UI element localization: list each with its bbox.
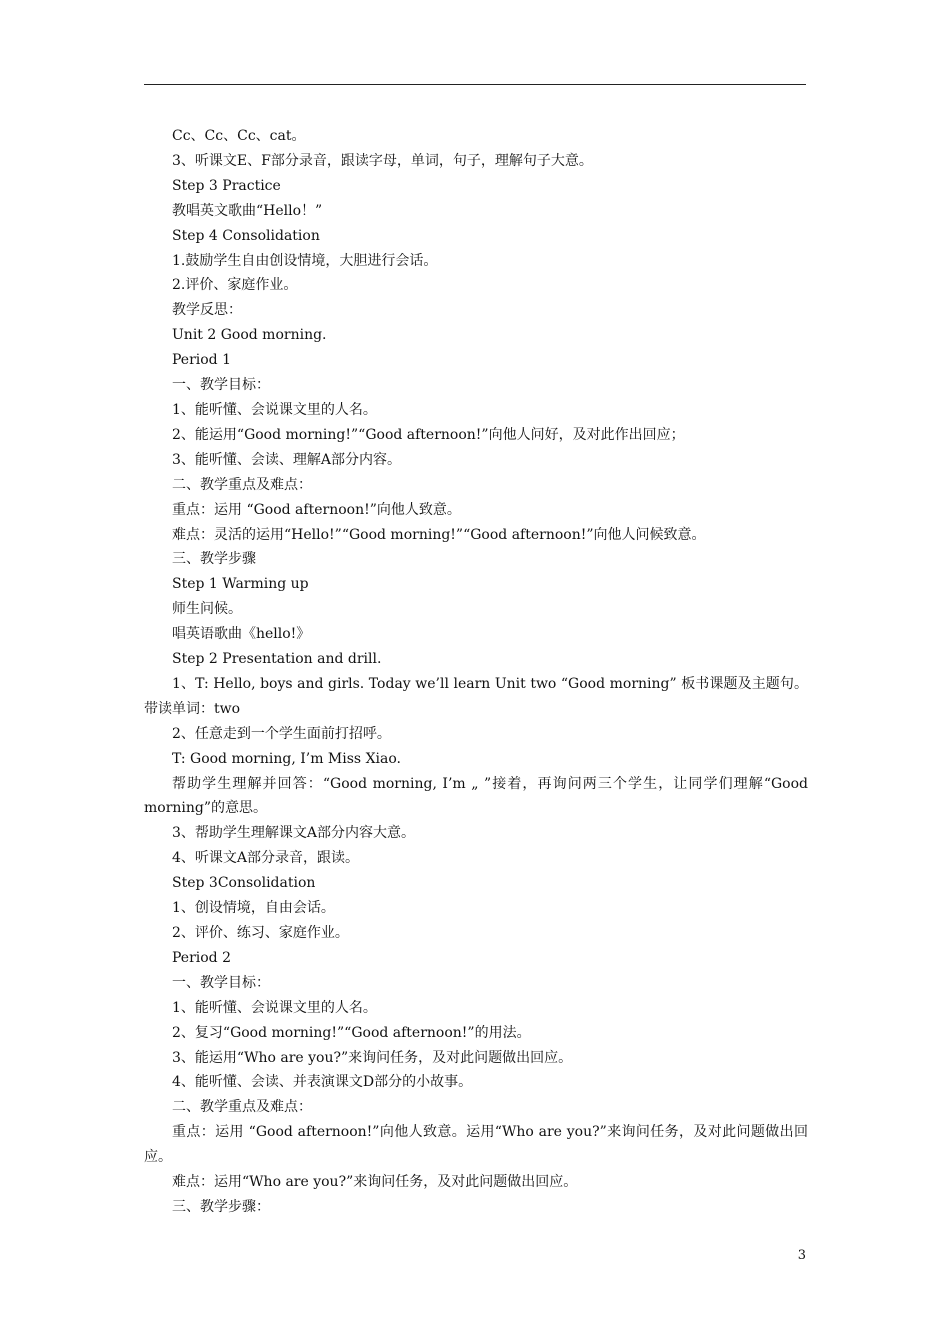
section-heading: 一、教学目标： [172, 974, 270, 991]
section-heading: 三、教学步骤： [172, 1198, 270, 1215]
text-line: 2、能运用“Good morning!”“Good afternoon!”向他人问好，及对此作出回应； [172, 426, 685, 443]
unit-title: Unit 2 Good morning. [172, 327, 327, 344]
text-line: 2、评价、练习、家庭作业。 [172, 925, 349, 941]
section-heading: Step 4 Consolidation [172, 227, 320, 244]
step-heading: Step 1 Warming up [172, 576, 309, 593]
text-line: 2、任意走到一个学生面前打招呼。 [172, 725, 391, 742]
text-line: 重点：运用 “Good afternoon!”向他人致意。 [172, 501, 461, 518]
section-heading: 三、教学步骤 [172, 551, 256, 568]
text-line: 教唱英文歌曲“Hello！” [172, 202, 323, 219]
text-line: 4、能听懂、会读、并表演课文D部分的小故事。 [172, 1074, 473, 1091]
text-line: T: Good morning, I’m Miss Xiao. [172, 750, 401, 767]
text-line: 难点：灵活的运用“Hello!”“Good morning!”“Good afternoon!”向他人问候致意。 [172, 526, 706, 543]
text-line: 1、能听懂、会说课文里的人名。 [172, 401, 377, 418]
step-heading: Step 3Consolidation [172, 875, 316, 892]
section-heading: Step 3 Practice [172, 177, 281, 194]
text-line: 1、能听懂、会说课文里的人名。 [172, 999, 377, 1016]
text-line: 难点：运用“Who are you?”来询问任务，及对此问题做出回应。 [172, 1174, 578, 1191]
text-line: 3、帮助学生理解课文A部分内容大意。 [172, 825, 416, 842]
text-line: 2.评价、家庭作业。 [172, 277, 298, 294]
text-line: 1、创设情境，自由会话。 [172, 900, 335, 917]
text-paragraph: 重点：运用 “Good afternoon!”向他人致意。运用“Who are you?”来询问任务，及对此问题做出回应。 [144, 1124, 808, 1166]
header-rule [144, 84, 806, 85]
period-heading: Period 1 [172, 352, 231, 369]
text-line: 4、听课文A部分录音，跟读。 [172, 850, 360, 867]
text-paragraph: 帮助学生理解并回答：“Good morning, I’m „ ”接着，再询问两三个学生，让同学们理解“Good morning”的意思。 [144, 775, 808, 817]
text-line: 3、能听懂、会读、理解A部分内容。 [172, 451, 402, 468]
document-body [144, 124, 808, 1220]
step-heading: Step 2 Presentation and drill. [172, 651, 382, 668]
text-line: 师生问候。 [172, 601, 242, 618]
section-heading: 一、教学目标： [172, 377, 270, 394]
text-line: 1.鼓励学生自由创设情境，大胆进行会话。 [172, 252, 438, 269]
text-line: 3、听课文E、F部分录音，跟读字母，单词，句子，理解句子大意。 [172, 152, 593, 169]
text-paragraph: 1、T: Hello, boys and girls. Today we’ll learn Unit two “Good morning” 板书课题及主题句。带读单词：two [144, 675, 808, 717]
section-heading: 二、教学重点及难点： [172, 1099, 312, 1116]
text-line: 2、复习“Good morning!”“Good afternoon!”的用法。 [172, 1024, 531, 1041]
text-line: 唱英语歌曲《hello!》 [172, 626, 311, 643]
period-heading: Period 2 [172, 949, 231, 966]
text-line: 教学反思： [172, 302, 242, 319]
page-number: 3 [797, 1248, 806, 1263]
text-line: 3、能运用“Who are you?”来询问任务，及对此问题做出回应。 [172, 1049, 573, 1066]
section-heading: 二、教学重点及难点： [172, 476, 312, 493]
text-line: Cc、Cc、Cc、cat。 [172, 128, 306, 144]
